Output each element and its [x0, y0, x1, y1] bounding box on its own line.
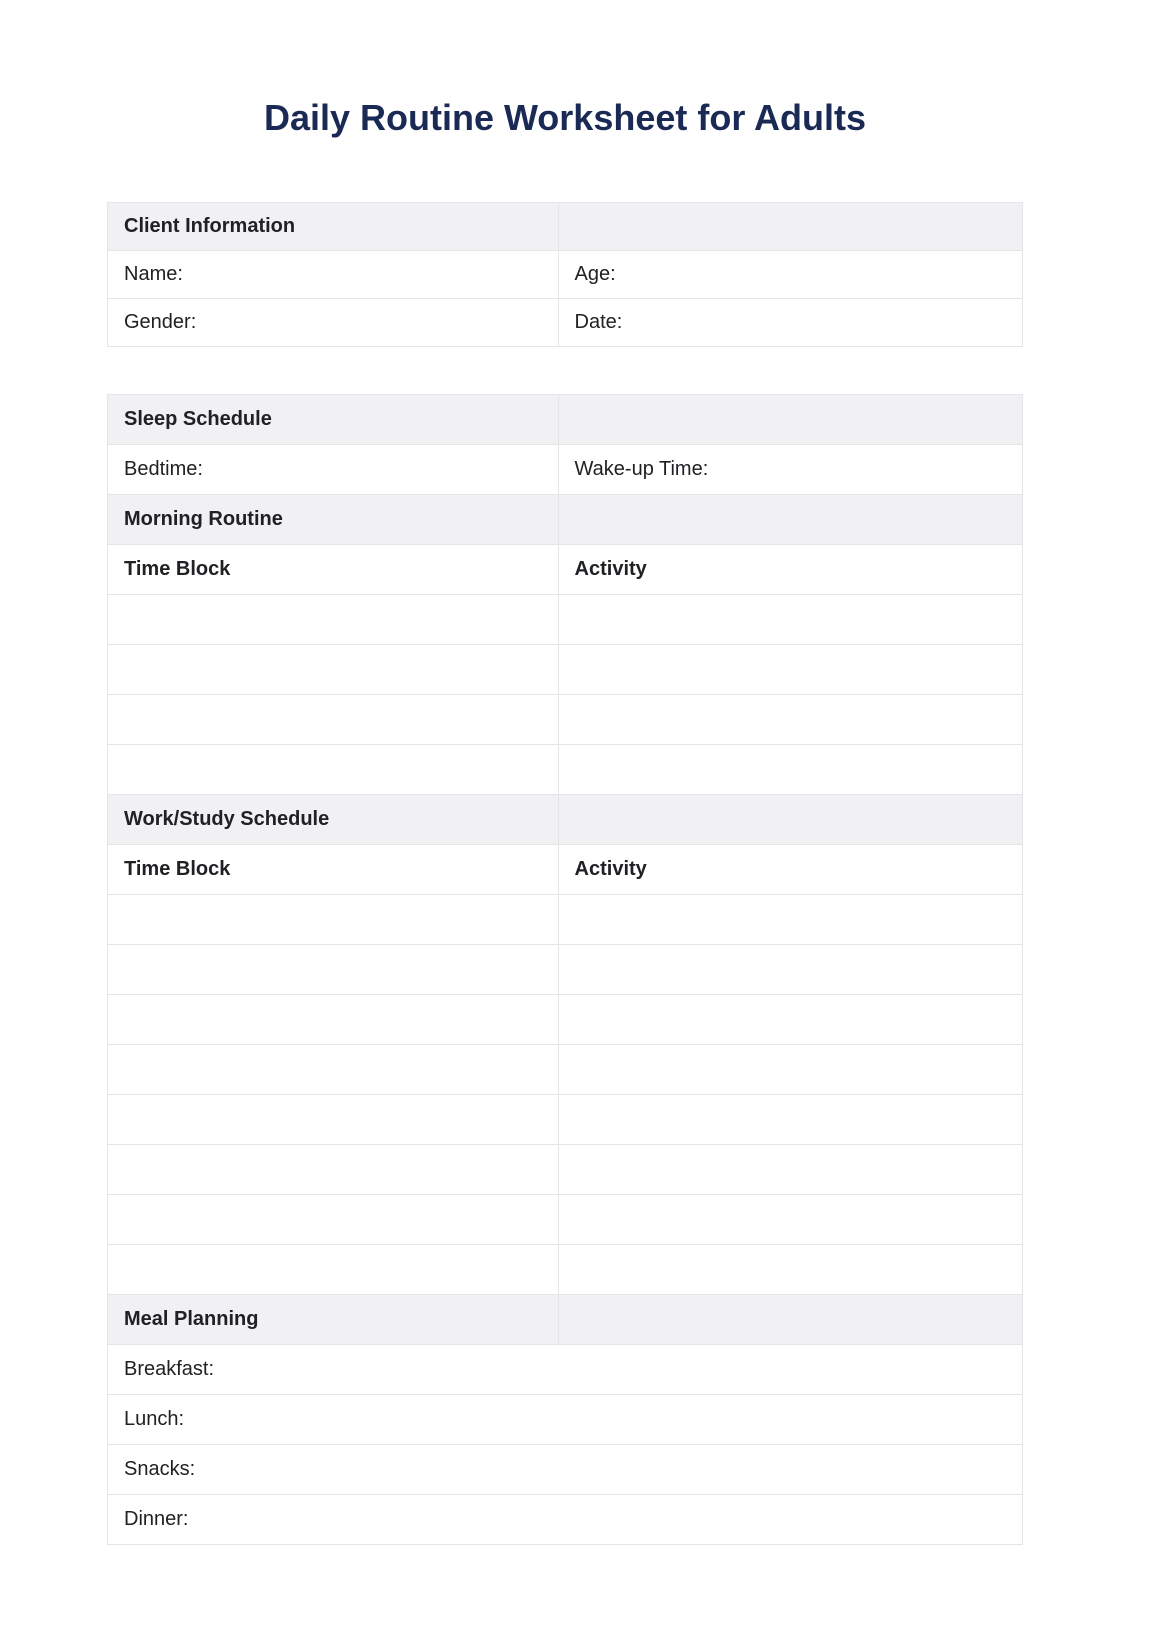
morning-routine-section-header: Morning Routine: [108, 495, 559, 545]
empty-activity-cell: [558, 1195, 1022, 1245]
empty-activity-cell: [558, 695, 1022, 745]
sleep-schedule-header-row: [108, 395, 1023, 445]
client-info-header-row: [108, 203, 1023, 251]
empty-time-block-cell: [108, 1145, 559, 1195]
empty-time-block-cell: [108, 895, 559, 945]
lunch-field-label: Lunch:: [108, 1395, 1023, 1445]
empty-time-block-cell: [108, 595, 559, 645]
wakeup-time-field-label: Wake-up Time:: [558, 445, 1022, 495]
breakfast-field-label: Breakfast:: [108, 1345, 1023, 1395]
morning-routine-header-row: [108, 495, 1023, 545]
empty-activity-cell: [558, 595, 1022, 645]
meal-planning-header-row: [108, 1295, 1023, 1345]
work-empty-row: [108, 945, 1023, 995]
work-empty-row: [108, 1245, 1023, 1295]
name-field-label: Name:: [108, 251, 559, 299]
activity-column-header: Activity: [558, 545, 1022, 595]
meal-planning-section-header: Meal Planning: [108, 1295, 559, 1345]
table-row: [108, 1345, 1023, 1395]
morning-empty-row: [108, 695, 1023, 745]
work-study-section-header: Work/Study Schedule: [108, 795, 559, 845]
meal-planning-section-header-spacer: [558, 1295, 1022, 1345]
empty-activity-cell: [558, 745, 1022, 795]
empty-time-block-cell: [108, 995, 559, 1045]
empty-activity-cell: [558, 1095, 1022, 1145]
empty-activity-cell: [558, 895, 1022, 945]
date-field-label: Date:: [558, 299, 1022, 347]
gender-field-label: Gender:: [108, 299, 559, 347]
empty-time-block-cell: [108, 1045, 559, 1095]
empty-activity-cell: [558, 645, 1022, 695]
sleep-schedule-section-header: Sleep Schedule: [108, 395, 559, 445]
morning-empty-row: [108, 745, 1023, 795]
morning-routine-section-header-spacer: [558, 495, 1022, 545]
table-row: [108, 445, 1023, 495]
client-info-table: [107, 202, 1023, 347]
empty-time-block-cell: [108, 645, 559, 695]
work-empty-row: [108, 1195, 1023, 1245]
column-header-row: [108, 545, 1023, 595]
empty-activity-cell: [558, 1245, 1022, 1295]
work-empty-row: [108, 1095, 1023, 1145]
bedtime-field-label: Bedtime:: [108, 445, 559, 495]
empty-activity-cell: [558, 1045, 1022, 1095]
column-header-row: [108, 845, 1023, 895]
worksheet-page: [107, 0, 1023, 1545]
table-row: [108, 1495, 1023, 1545]
work-empty-row: [108, 1145, 1023, 1195]
page-title: Daily Routine Worksheet for Adults: [263, 97, 867, 138]
time-block-column-header: Time Block: [108, 845, 559, 895]
morning-empty-row: [108, 645, 1023, 695]
time-block-column-header: Time Block: [108, 545, 559, 595]
empty-time-block-cell: [108, 1195, 559, 1245]
table-row: [108, 299, 1023, 347]
table-row: [108, 1395, 1023, 1445]
work-empty-row: [108, 895, 1023, 945]
daily-routine-table: [107, 394, 1023, 1545]
empty-time-block-cell: [108, 1095, 559, 1145]
empty-time-block-cell: [108, 745, 559, 795]
work-empty-row: [108, 1045, 1023, 1095]
activity-column-header: Activity: [558, 845, 1022, 895]
sleep-schedule-section-header-spacer: [558, 395, 1022, 445]
work-study-header-row: [108, 795, 1023, 845]
work-empty-row: [108, 995, 1023, 1045]
empty-activity-cell: [558, 1145, 1022, 1195]
empty-activity-cell: [558, 945, 1022, 995]
work-study-section-header-spacer: [558, 795, 1022, 845]
empty-time-block-cell: [108, 945, 559, 995]
client-info-section-header-spacer: [558, 203, 1022, 251]
table-row: [108, 1445, 1023, 1495]
empty-activity-cell: [558, 995, 1022, 1045]
age-field-label: Age:: [558, 251, 1022, 299]
morning-empty-row: [108, 595, 1023, 645]
snacks-field-label: Snacks:: [108, 1445, 1023, 1495]
empty-time-block-cell: [108, 1245, 559, 1295]
dinner-field-label: Dinner:: [108, 1495, 1023, 1545]
client-info-section-header: Client Information: [108, 203, 559, 251]
table-row: [108, 251, 1023, 299]
empty-time-block-cell: [108, 695, 559, 745]
